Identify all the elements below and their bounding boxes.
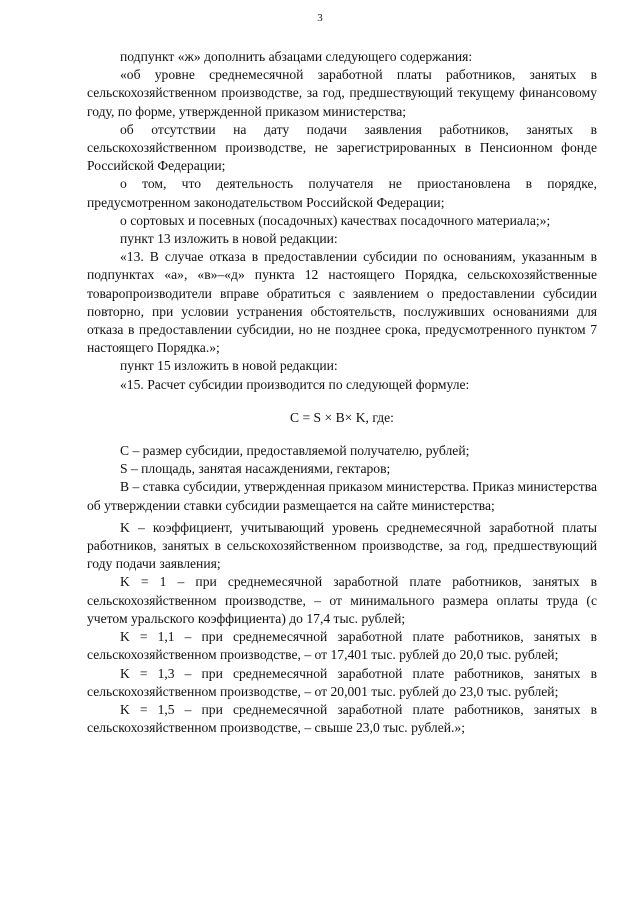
- definition-item: K = 1,3 – при среднемесячной заработной плате работников, занятых в сельскохозяйственном производстве, – от 20,001 тыс. рублей до 23,0 тыс. рублей;: [87, 665, 597, 699]
- paragraph: о сортовых и посевных (посадочных) качествах посадочного материала;»;: [120, 212, 551, 228]
- paragraph: о том, что деятельность получателя не приостановлена в порядке, предусмотренном законодательством Российской Федерации;: [87, 176, 597, 210]
- paragraph: об отсутствии на дату подачи заявления работников, занятых в сельскохозяйственном производстве, не зарегистрированных в Пенсионном фонде Российской Федерации;: [87, 121, 597, 174]
- page-number: 3: [317, 12, 323, 24]
- paragraph: подпункт «ж» дополнить абзацами следующего содержания:: [120, 49, 473, 64]
- definition-item: S – площадь, занятая насаждениями, гектаров;: [120, 461, 391, 477]
- formula: C = S × B× K, где:: [290, 409, 394, 425]
- paragraph: пункт 13 изложить в новой редакции:: [120, 231, 338, 247]
- paragraph: «15. Расчет субсидии производится по следующей формуле:: [120, 376, 470, 392]
- document-body: [87, 48, 597, 737]
- definition-item: B – ставка субсидии, утвержденная приказом министерства. Приказ министерства об утверждении ставки субсидии размещается на сайте министерства;: [87, 479, 597, 513]
- paragraph: пункт 15 изложить в новой редакции:: [120, 358, 338, 374]
- definition-item: K = 1 – при среднемесячной заработной плате работников, занятых в сельскохозяйственном производстве, – от минимального размера оплаты труда (с учетом уральского коэффициента) до 17,4 тыс. рублей;: [87, 574, 597, 626]
- definition-item: C – размер субсидии, предоставляемой получателю, рублей;: [120, 443, 470, 459]
- definition-item: K = 1,1 – при среднемесячной заработной плате работников, занятых в сельскохозяйственном производстве, – от 17,401 тыс. рублей до 20,0 тыс. рублей;: [87, 629, 597, 663]
- definition-item: K – коэффициент, учитывающий уровень среднемесячной заработной платы работников, занятых в сельскохозяйственном производстве, за год, предшествующий году подачи заявления;: [87, 519, 597, 572]
- definition-item: K = 1,5 – при среднемесячной заработной плате работников, занятых в сельскохозяйственном производстве, – свыше 23,0 тыс. рублей.»;: [87, 701, 597, 736]
- paragraph: «об уровне среднемесячной заработной платы работников, занятых в сельскохозяйственном производстве, за год, предшествующий текущему финансовому году, по форме, утвержденной приказом министерства;: [87, 67, 597, 119]
- paragraph: «13. В случае отказа в предоставлении субсидии по основаниям, указанным в подпунктах «а», «в»–«д» пункта 12 настоящего Порядка, сельскохозяйственные товаропроизводители вправе обратиться с заявлением о предоставлении субсидии повторно, при условии устранения обстоятельств, послуживших основаниями для отказа в предоставлении субсидии, но не позднее срока, предусмотренного пунктом 7 настоящего Порядка.»;: [87, 249, 597, 356]
